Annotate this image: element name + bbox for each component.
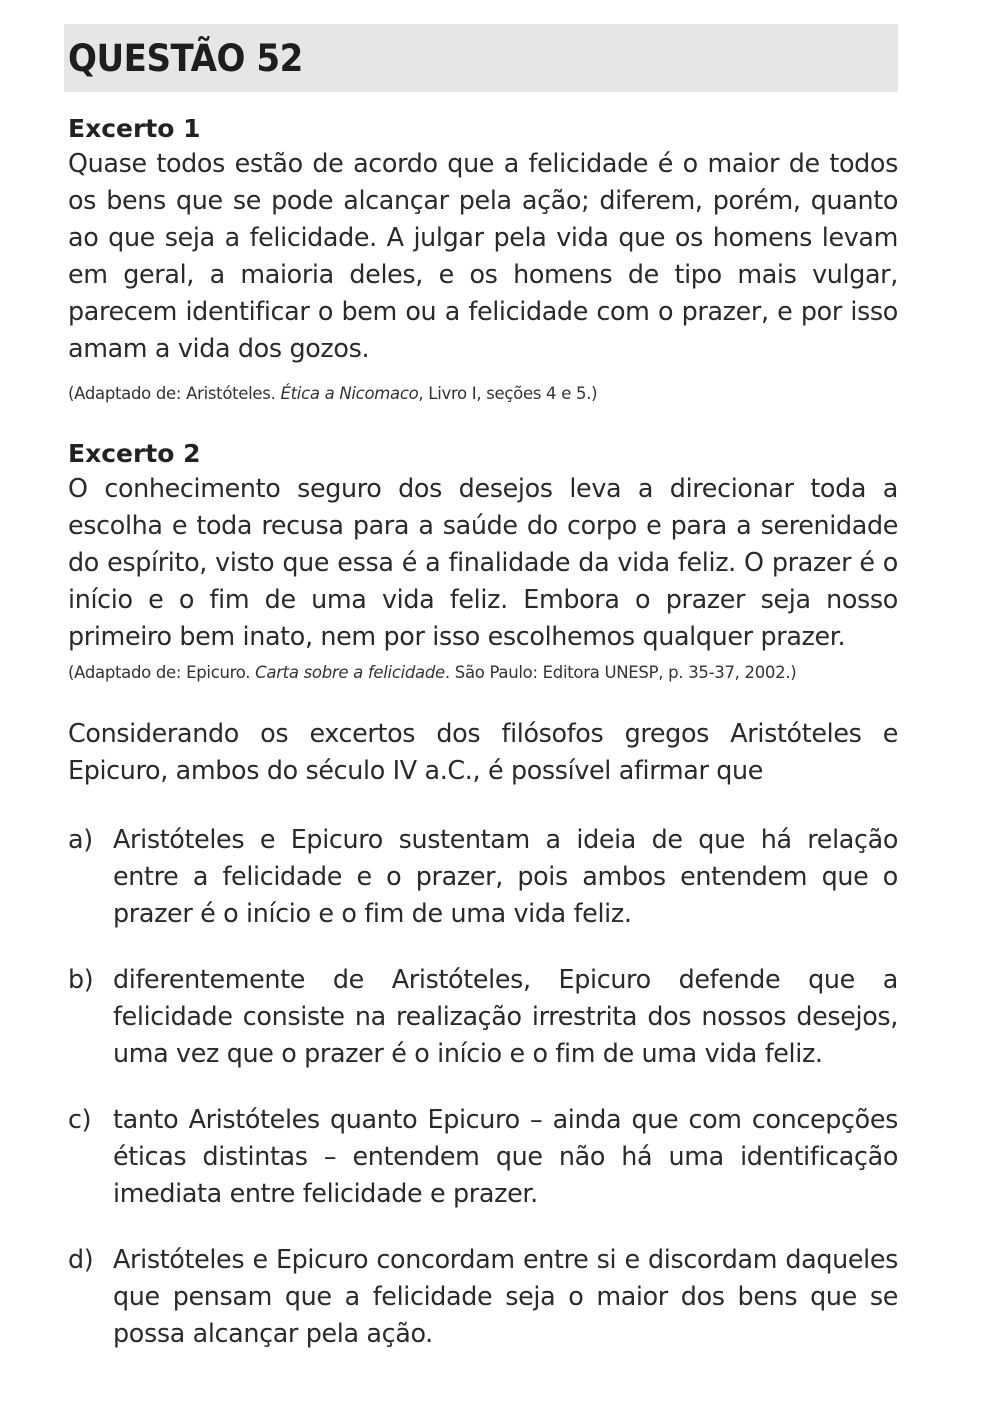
question-title-bar [64,24,898,92]
excerpt1-source [68,383,898,404]
excerpt1-text: Quase todos estão de acordo que a felicidade é o maior de todos os bens que se pode alcançar pela ação; diferem, porém, quanto ao que seja a felicidade. A julgar pela vida que os homens levam em geral, a maioria deles, e os homens de tipo mais vulgar, parecem identificar o bem ou a felicidade com o prazer, e por isso amam a vida dos gozos. [68,148,898,363]
excerpt2-source-suffix: . São Paulo: Editora UNESP, p. 35-37, 2002.) [444,663,797,682]
excerpt1-heading: Excerto 1 [68,114,201,143]
question-page [68,24,898,1381]
question-stem: Considerando os excertos dos filósofos gregos Aristóteles e Epicuro, ambos do século IV a.C., é possível afirmar que [68,718,898,785]
option-c[interactable] [68,1101,898,1212]
option-c-letter: c) [68,1104,92,1134]
option-d[interactable] [68,1241,898,1352]
option-b-letter: b) [68,964,94,994]
excerpt2-text: O conhecimento seguro dos desejos leva a direcionar toda a escolha e toda recusa para a saúde do corpo e para a serenidade do espírito, visto que essa é a finalidade da vida feliz. O prazer é o início e o fim de uma vida feliz. Embora o prazer seja nosso primeiro bem inato, nem por isso escolhemos qualquer prazer. [68,473,898,651]
option-a[interactable] [68,821,898,932]
excerpt1-source-prefix: (Adaptado de: Aristóteles. [68,384,281,403]
question-title: QUESTÃO 52 [68,36,303,80]
excerpt2-source-title: Carta sobre a felicidade [255,663,445,682]
option-b-text: diferentemente de Aristóteles, Epicuro defende que a felicidade consiste na realização irrestrita dos nossos desejos, uma vez que o prazer é o início e o fim de uma vida feliz. [113,964,898,1068]
excerpt1-source-suffix: , Livro I, seções 4 e 5.) [418,384,598,403]
option-c-text: tanto Aristóteles quanto Epicuro – ainda que com concepções éticas distintas – entendem que não há uma identificação imediata entre felicidade e prazer. [113,1104,898,1208]
excerpt2-source [68,662,898,683]
option-d-letter: d) [68,1244,94,1274]
answer-options [68,821,898,1352]
option-b[interactable] [68,961,898,1072]
option-a-text: Aristóteles e Epicuro sustentam a ideia de que há relação entre a felicidade e o prazer, pois ambos entendem que o prazer é o início e o fim de uma vida feliz. [113,824,898,928]
option-d-text: Aristóteles e Epicuro concordam entre si e discordam daqueles que pensam que a felicidade seja o maior dos bens que se possa alcançar pela ação. [113,1244,898,1348]
excerpt1-source-title: Ética a Nicomaco [280,384,419,403]
excerpt2-heading: Excerto 2 [68,439,201,468]
option-a-letter: a) [68,824,93,854]
excerpt2-source-prefix: (Adaptado de: Epicuro. [68,663,256,682]
